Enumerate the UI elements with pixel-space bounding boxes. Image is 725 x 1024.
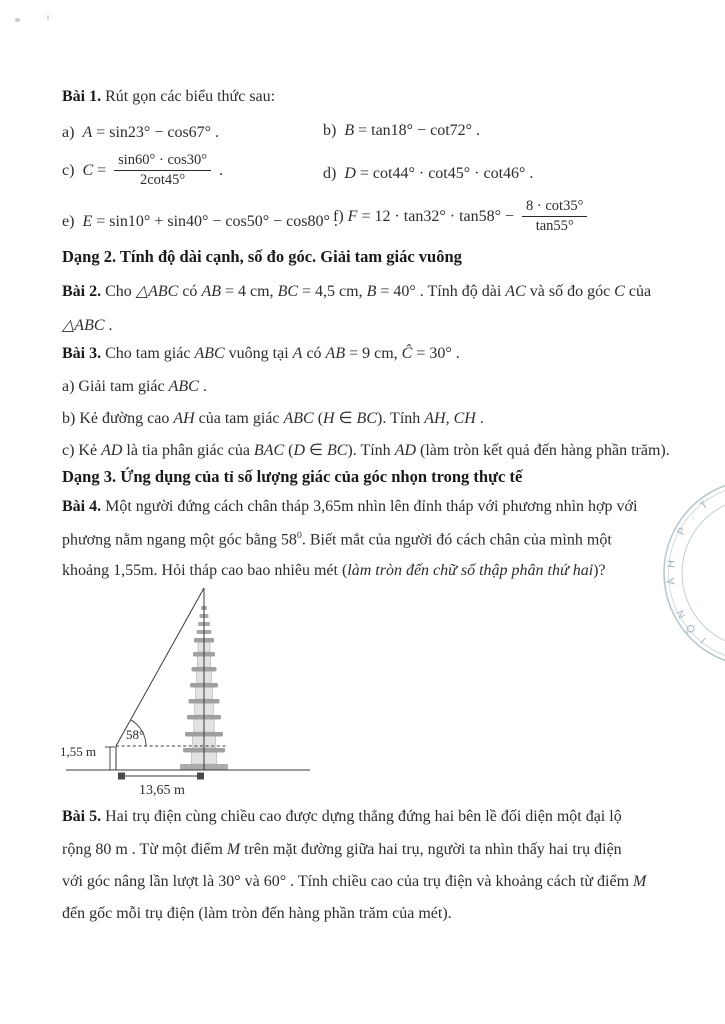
line-bai2-1: Bài 2. Cho △ABC có AB = 4 cm, BC = 4,5 cm, B = 40° . Tính độ dài AC và số đo góc C của (62, 283, 652, 300)
base-dimension (118, 773, 204, 780)
sight-line (116, 588, 204, 746)
heading-dang3: Dạng 3. Ứng dụng của tỉ số lượng giác của góc nhọn trong thực tế (62, 467, 523, 486)
line-bai4-1: Bài 4. Một người đứng cách chân tháp 3,65m nhìn lên đỉnh tháp với phương nhìn hợp với (62, 498, 638, 515)
eye-height-dimension (105, 747, 115, 770)
line-ex-d: d) D = cot44° · cot45° · cot46° . (323, 165, 534, 182)
svg-text:H: H (665, 559, 678, 569)
fraction: $\frac{\sin 60^\circ \cdot \cos 30^\circ}{2\cot 45^\circ}$ (114, 152, 211, 189)
stamp-seal (635, 468, 725, 678)
svg-text:À: À (665, 577, 678, 586)
line-bai3-c: c) Kẻ AD là tia phân giác của BAC (D ∈ BC). Tính AD (làm tròn kết quả đến hàng phần trăm). (62, 442, 670, 459)
line-bai5-4: đến gốc mỗi trụ điện (làm tròn đến hàng phần trăm của mét). (62, 905, 452, 922)
line-bai5-3: với góc nâng lần lượt là 30° và 60° . Tính chiều cao của trụ điện và khoảng cách từ điểm M (62, 873, 647, 890)
svg-text:Ộ: Ộ (683, 621, 699, 636)
base-distance-label: 13,65 m (139, 783, 185, 798)
line-bai3-1: Bài 3. Cho tam giác ABC vuông tại A có AB = 9 cm, Ĉ = 30° . (62, 345, 460, 362)
line-bai1-title: Bài 1. Rút gọn các biểu thức sau: (62, 88, 276, 105)
scan-speck (47, 15, 49, 20)
stamp-outer-ring (664, 480, 725, 666)
scan-speck (15, 18, 20, 22)
line-bai5-2: rộng 80 m . Từ một điểm M trên mặt đường giữa hai trụ, người ta nhìn thấy hai trụ điện (62, 841, 622, 858)
line-ex-b: b) B = tan18° − cot72° . (323, 122, 481, 139)
fraction: $\frac{8 \cdot \cot 35^\circ}{\tan 55^\circ}$ (522, 198, 587, 235)
line-bai2-2: △ABC . (62, 317, 113, 334)
svg-text:N: N (674, 607, 689, 621)
line-bai3-a: a) Giải tam giác ABC . (62, 378, 207, 395)
svg-text:I: I (698, 634, 709, 646)
svg-text:P: P (674, 525, 689, 538)
line-ex-a: a) A = sin23° − cos67° . (62, 124, 220, 141)
line-bai3-b: b) Kẻ đường cao AH của tam giác ABC (H ∈ BC). Tính AH, CH . (62, 410, 484, 427)
heading-dang2: Dạng 2. Tính độ dài cạnh, số đo góc. Giải tam giác vuông (62, 247, 462, 266)
svg-text:.: . (686, 512, 698, 523)
line-bai5-1: Bài 5. Hai trụ điện cùng chiều cao được dựng thẳng đứng hai bên lề đối diện một đại lộ (62, 808, 622, 825)
angle-label: 58° (126, 727, 145, 742)
line-ex-f: f) F = 12 · tan32° · tan58° − $\frac{8 \cdot \cot 35^\circ}{\tan 55^\circ}$ (333, 198, 591, 235)
line-ex-c: c) C = $\frac{\sin 60^\circ \cdot \cos 30^\circ}{2\cot 45^\circ}$ . (62, 152, 224, 189)
eye-height-label: 1,55 m (60, 744, 97, 759)
line-bai4-3: khoảng 1,55m. Hỏi tháp cao bao nhiêu mét (làm tròn đến chữ số thập phân thứ hai)? (62, 562, 606, 579)
tower-figure (58, 586, 358, 801)
stamp-outer-ring-2 (669, 485, 725, 662)
line-ex-e: e) E = sin10° + sin40° − cos50° − cos80° . (62, 213, 338, 230)
line-bai4-2: phương nằm ngang một góc bằng $58^0$. Biết mắt của người đó cách chân của mình một (62, 530, 612, 549)
svg-text:T: T (697, 498, 711, 512)
